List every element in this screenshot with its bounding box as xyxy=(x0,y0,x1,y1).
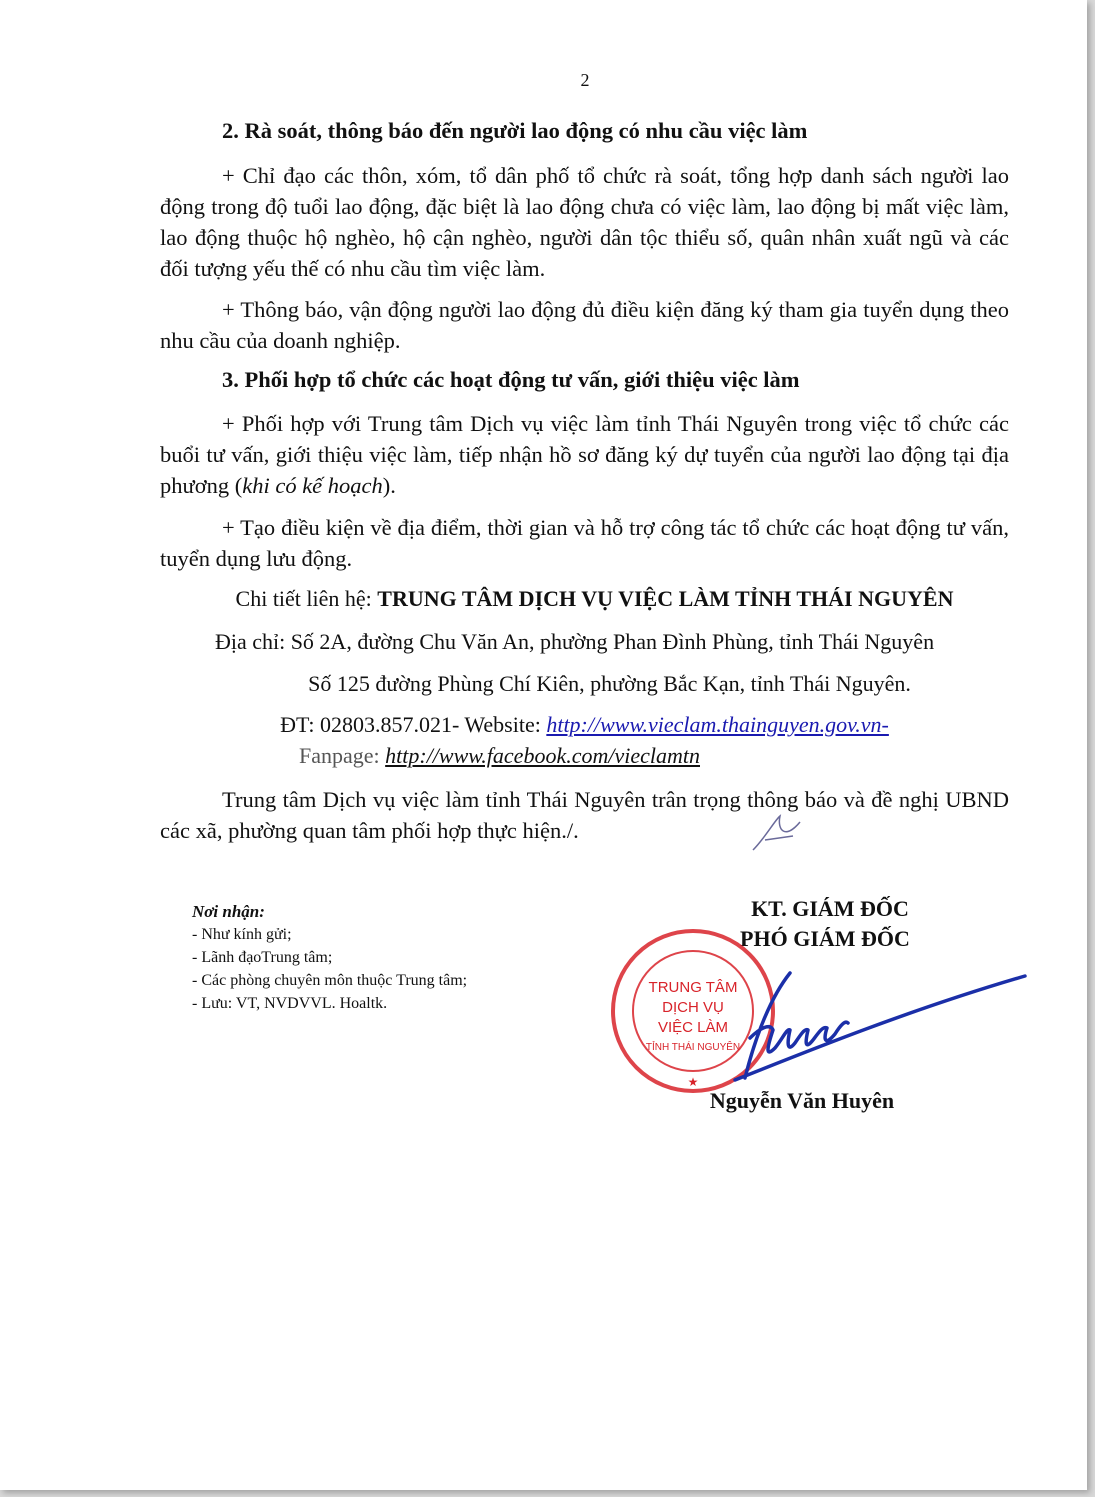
recipient-item: - Lưu: VT, NVDVVL. Hoaltk. xyxy=(192,995,388,1012)
closing-paragraph xyxy=(160,784,1009,846)
section-3-heading: 3. Phối hợp tổ chức các hoạt động tư vấn, giới thiệu việc làm xyxy=(222,367,800,392)
stamp-line-3: VIỆC LÀM xyxy=(657,1019,729,1036)
fanpage-link[interactable]: http://www.facebook.com/vieclamtn xyxy=(385,743,700,768)
section-2-heading: 2. Rà soát, thông báo đến người lao động có nhu cầu việc làm xyxy=(222,118,808,143)
contact-heading xyxy=(170,586,1019,612)
section-2-paragraph-2 xyxy=(160,294,1009,356)
signer-name: Nguyễn Văn Huyên xyxy=(709,1088,895,1113)
recipient-item: - Như kính gửi; xyxy=(192,926,292,943)
website-link[interactable]: http://www.vieclam.thainguyen.gov.vn- xyxy=(546,712,889,737)
recipient-item: - Lãnh đạoTrung tâm; xyxy=(192,949,333,966)
handwritten-signature-icon xyxy=(695,968,1035,1088)
section-3-paragraph-1 xyxy=(160,408,1009,501)
recipients-title: Nơi nhận: xyxy=(192,902,265,921)
svg-text:★: ★ xyxy=(687,1075,699,1089)
signer-title-1: KT. GIÁM ĐỐC xyxy=(751,896,909,921)
contact-address-2: Số 125 đường Phùng Chí Kiên, phường Bắc Kạn, tỉnh Thái Nguyên. xyxy=(308,671,911,696)
recipient-item: - Các phòng chuyên môn thuộc Trung tâm; xyxy=(192,972,468,989)
section-3-paragraph-1-text: + Phối hợp với Trung tâm Dịch vụ việc làm tỉnh Thái Nguyên trong việc tổ chức các buổi tư vấn, giới thiệu việc làm, tiếp nhận hồ sơ đăng ký dự tuyển của người lao động tại địa phương ( xyxy=(160,411,1009,498)
recipients-block xyxy=(192,900,467,1015)
contact-label: Chi tiết liên hệ: xyxy=(235,586,378,611)
contact-fanpage xyxy=(75,743,924,769)
signer-title-2: PHÓ GIÁM ĐỐC xyxy=(740,926,910,951)
section-2-paragraph-2-text: + Thông báo, vận động người lao động đủ điều kiện đăng ký tham gia tuyển dụng theo nhu cầu của doanh nghiệp. xyxy=(160,297,1009,353)
section-3-paragraph-1-end: ). xyxy=(382,473,396,498)
stamp-line-4: TỈNH THÁI NGUYÊN xyxy=(645,1042,741,1053)
section-2-paragraph-1 xyxy=(160,160,1009,284)
section-3-paragraph-1-italic: khi có kế hoạch xyxy=(242,473,383,498)
closing-text: Trung tâm Dịch vụ việc làm tỉnh Thái Nguyên trân trọng thông báo và đề nghị UBND các xã, phường quan tâm phối hợp thực hiện./. xyxy=(160,787,1009,843)
contact-org-name: TRUNG TÂM DỊCH VỤ VIỆC LÀM TỈNH THÁI NGUYÊN xyxy=(377,586,954,611)
section-3-paragraph-2-text: + Tạo điều kiện về địa điểm, thời gian và hỗ trợ công tác tổ chức các hoạt động tư vấn, tuyển dụng lưu động. xyxy=(160,515,1009,571)
contact-phone: ĐT: 02803.857.021- Website: xyxy=(280,712,547,737)
contact-address-1: Địa chỉ: Số 2A, đường Chu Văn An, phường Phan Đình Phùng, tỉnh Thái Nguyên xyxy=(214,629,935,654)
section-3-paragraph-2 xyxy=(160,512,1009,574)
stamp-line-2: DỊCH VỤ xyxy=(662,999,724,1016)
page-number: 2 xyxy=(580,70,590,90)
initials-mark-icon xyxy=(745,810,805,860)
section-2-paragraph-1-text: + Chỉ đạo các thôn, xóm, tổ dân phố tổ chức rà soát, tổng hợp danh sách người lao động trong độ tuổi lao động, đặc biệt là lao động chưa có việc làm, lao động bị mất việc làm, lao động thuộc hộ nghèo, hộ cận nghèo, người dân tộc thiểu số, quân nhân xuất ngũ và các đối tượng yếu thế có nhu cầu tìm việc làm. xyxy=(160,163,1009,281)
stamp-line-1: TRUNG TÂM xyxy=(648,979,738,996)
contact-phone-website xyxy=(160,712,1009,738)
fanpage-label: Fanpage: xyxy=(298,743,386,768)
